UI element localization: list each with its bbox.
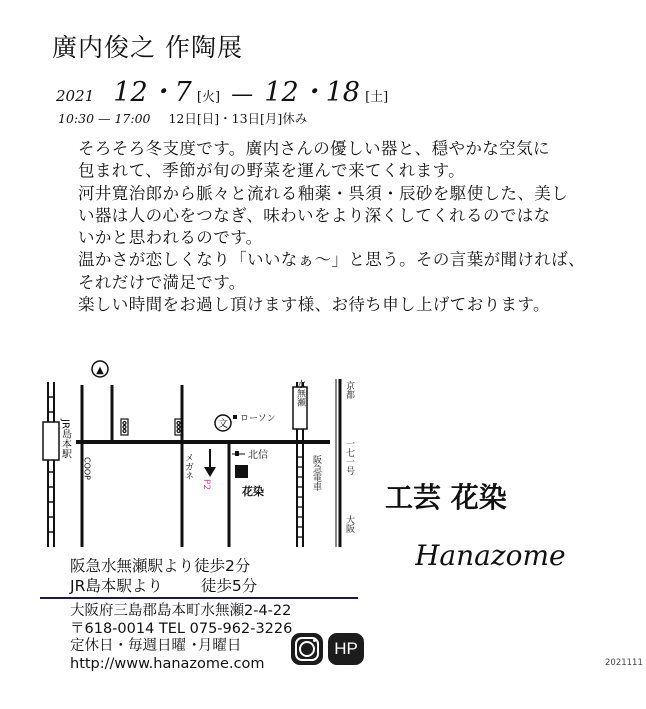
closed-info: 定休日・毎週日曜 ･月曜日 — [70, 638, 242, 654]
parking-label: P2 — [201, 479, 211, 491]
lawson-label: ローソン — [240, 414, 276, 424]
brand-logo — [385, 455, 635, 539]
message-body — [78, 138, 585, 316]
jr-station-label: JR島本駅 — [59, 419, 71, 459]
brand-script-mark — [415, 533, 615, 578]
hankyu-access: 阪急水無瀬駅より徒歩2分 — [70, 557, 251, 575]
exhibition-dates — [56, 70, 388, 109]
zip-tel: 〒618-0014 TEL 075-962-3226 — [70, 620, 293, 637]
message-line: 河井寛治郎から脈々と流れる釉薬・呉須・辰砂を駆使した、美し — [78, 183, 569, 203]
traffic-signal-icon — [121, 419, 182, 435]
opening-hours-line — [58, 109, 307, 127]
megane-label: メガネ — [183, 453, 193, 480]
access-directions — [70, 556, 257, 596]
divider-line — [40, 597, 358, 599]
exhibition-title: 廣内俊之 作陶展 — [52, 33, 243, 62]
homepage-icon[interactable]: HP — [328, 633, 364, 665]
start-date: 12・7 — [113, 77, 192, 108]
route171-label: 一七一号 — [344, 439, 354, 475]
end-weekday: [土] — [365, 90, 389, 105]
message-line: 包まれて、季節が旬の野菜を運んで来てくれます。 — [78, 161, 466, 181]
message-line: 楽しい時間をお過し頂けます様、お待ち申し上げております。 — [78, 295, 550, 315]
opening-hours: 10:30 — 17:00 — [58, 111, 151, 126]
instagram-icon[interactable] — [291, 633, 323, 665]
hokushin-label: 北信 — [248, 450, 268, 461]
jr-access-label: JR島本駅より — [70, 577, 163, 595]
message-line: 温かさが恋しくなり「いいなぁ～」と思う。その言葉が聞ければ、 — [78, 250, 585, 270]
message-line: それだけで満足です。 — [78, 272, 246, 292]
osaka-label: 大阪 — [344, 515, 354, 533]
hankyu-label: 阪急電車 — [311, 455, 321, 491]
jr-access — [70, 576, 257, 596]
end-date: 12・18 — [264, 77, 360, 108]
brand-script-text: Hanazome — [415, 539, 566, 572]
brand-logo-text: 工芸 花染 — [385, 481, 507, 514]
website-url[interactable]: http://www.hanazome.com — [70, 655, 265, 672]
shop-info — [70, 603, 292, 673]
message-line: いかと思われるのです。 — [78, 228, 263, 248]
north-icon: ▲ — [96, 365, 104, 376]
shop-label: 花染 — [242, 485, 264, 498]
jr-station-box — [43, 422, 59, 460]
message-line: そろそろ冬支度です。廣内さんの優しい器と、穏やかな空気に — [78, 139, 550, 158]
message-line: い器は人の心をつなぎ、味わいをより深くしてくれるのではな — [78, 205, 551, 225]
access-map — [40, 357, 370, 547]
coop-label: COOP — [82, 457, 92, 481]
shop-marker — [235, 465, 248, 478]
brand-script — [415, 533, 615, 582]
jr-access-walk: 徒歩5分 — [200, 577, 258, 595]
brand-logo-mark — [385, 455, 635, 535]
parking-arrow-icon — [204, 467, 216, 477]
date-dash: — — [231, 82, 254, 107]
school-icon: 文 — [218, 419, 228, 430]
address: 大阪府三島郡島本町水無瀬2-4-22 — [70, 603, 292, 619]
kyoto-label: 京都 — [344, 381, 354, 399]
start-weekday: [火] — [196, 90, 221, 105]
mizunase-label: 水無瀬 — [295, 379, 305, 407]
year: 2021 — [56, 87, 95, 105]
print-code: 2021111 — [605, 658, 643, 668]
closed-days: 12日[日]・13日[月]休み — [168, 111, 308, 126]
